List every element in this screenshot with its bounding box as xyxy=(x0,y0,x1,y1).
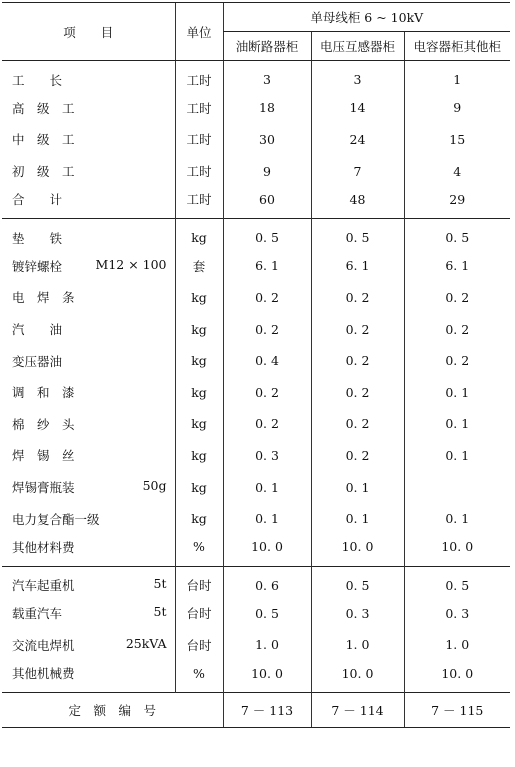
materials-name: 汽 油 xyxy=(12,322,63,338)
materials-value-1: 0. 5 xyxy=(223,218,311,250)
machines-value-3: 10. 0 xyxy=(404,661,510,693)
labor-name-cell xyxy=(2,124,175,156)
machines-value-1: 10. 0 xyxy=(223,661,311,693)
labor-name-cell xyxy=(2,61,175,93)
labor-row xyxy=(2,187,510,219)
materials-name: 棉 纱 头 xyxy=(12,416,75,432)
header-col-2: 电压互感器柜 xyxy=(311,32,404,61)
labor-name: 工 长 xyxy=(12,72,63,88)
footer-row xyxy=(2,692,510,727)
machines-row xyxy=(2,661,510,693)
labor-value-1: 30 xyxy=(223,124,311,156)
machines-value-3: 1. 0 xyxy=(404,629,510,661)
labor-value-3: 1 xyxy=(404,61,510,93)
materials-name-cell xyxy=(2,408,175,440)
machines-name-cell xyxy=(2,629,175,661)
materials-name: 其他材料费 xyxy=(12,539,75,555)
labor-value-2: 7 xyxy=(311,155,404,187)
labor-row xyxy=(2,155,510,187)
labor-value-2: 24 xyxy=(311,124,404,156)
labor-name: 高 级 工 xyxy=(12,100,75,116)
materials-value-1: 0. 2 xyxy=(223,282,311,314)
machines-spec: 25kVA xyxy=(125,635,167,651)
machines-value-2: 1. 0 xyxy=(311,629,404,661)
materials-value-3: 0. 1 xyxy=(404,440,510,472)
materials-name: 焊锡膏瓶装 xyxy=(12,480,75,496)
labor-name-cell xyxy=(2,155,175,187)
header-unit: 单位 xyxy=(175,3,223,61)
labor-value-1: 60 xyxy=(223,187,311,219)
quota-table xyxy=(2,2,510,728)
machines-name-cell xyxy=(2,598,175,630)
labor-row xyxy=(2,61,510,93)
machines-value-3: 0. 5 xyxy=(404,566,510,598)
machines-value-2: 10. 0 xyxy=(311,661,404,693)
materials-value-1: 6. 1 xyxy=(223,250,311,282)
labor-value-1: 18 xyxy=(223,92,311,124)
materials-value-2: 0. 1 xyxy=(311,503,404,535)
materials-value-2: 0. 2 xyxy=(311,440,404,472)
materials-value-1: 0. 2 xyxy=(223,408,311,440)
machines-spec: 5t xyxy=(153,604,167,620)
materials-value-3: 10. 0 xyxy=(404,534,510,566)
machines-value-1: 1. 0 xyxy=(223,629,311,661)
materials-name: 焊 锡 丝 xyxy=(12,448,75,464)
labor-value-3: 15 xyxy=(404,124,510,156)
quota-code-3: 7 － 115 xyxy=(404,692,510,727)
materials-value-1: 10. 0 xyxy=(223,534,311,566)
machines-name-cell xyxy=(2,566,175,598)
materials-value-1: 0. 1 xyxy=(223,503,311,535)
materials-name: 电力复合酯一级 xyxy=(12,511,100,527)
materials-name-cell xyxy=(2,282,175,314)
materials-value-3: 0. 5 xyxy=(404,218,510,250)
labor-name: 合 计 xyxy=(12,192,63,208)
labor-value-3: 4 xyxy=(404,155,510,187)
machines-name: 交流电焊机 xyxy=(12,637,75,653)
materials-row xyxy=(2,345,510,377)
machines-row xyxy=(2,566,510,598)
labor-value-1: 9 xyxy=(223,155,311,187)
materials-value-1: 0. 3 xyxy=(223,440,311,472)
labor-unit: 工时 xyxy=(175,92,223,124)
machines-name: 其他机械费 xyxy=(12,666,75,682)
header-col-1: 油断路器柜 xyxy=(223,32,311,61)
materials-name-cell xyxy=(2,218,175,250)
materials-value-2: 0. 2 xyxy=(311,376,404,408)
labor-unit: 工时 xyxy=(175,61,223,93)
materials-name-cell xyxy=(2,471,175,503)
machines-unit: 台时 xyxy=(175,598,223,630)
materials-value-1: 0. 4 xyxy=(223,345,311,377)
materials-name-cell xyxy=(2,503,175,535)
machines-spec: 5t xyxy=(153,576,167,592)
materials-value-3: 6. 1 xyxy=(404,250,510,282)
materials-unit: 套 xyxy=(175,250,223,282)
labor-unit: 工时 xyxy=(175,187,223,219)
machines-unit: 台时 xyxy=(175,566,223,598)
machines-unit: 台时 xyxy=(175,629,223,661)
materials-row xyxy=(2,218,510,250)
machines-row xyxy=(2,629,510,661)
materials-value-2: 0. 2 xyxy=(311,282,404,314)
machines-value-2: 0. 3 xyxy=(311,598,404,630)
materials-name: 镀锌螺栓 xyxy=(12,258,63,274)
materials-name-cell xyxy=(2,313,175,345)
materials-value-1: 0. 2 xyxy=(223,313,311,345)
machines-row xyxy=(2,598,510,630)
materials-value-3: 0. 2 xyxy=(404,313,510,345)
materials-name: 变压器油 xyxy=(12,353,63,369)
materials-unit: kg xyxy=(175,376,223,408)
materials-value-2: 10. 0 xyxy=(311,534,404,566)
materials-name-cell xyxy=(2,376,175,408)
materials-value-3: 0. 1 xyxy=(404,376,510,408)
materials-row xyxy=(2,313,510,345)
materials-name-cell xyxy=(2,534,175,566)
machines-value-3: 0. 3 xyxy=(404,598,510,630)
labor-value-2: 3 xyxy=(311,61,404,93)
materials-unit: kg xyxy=(175,313,223,345)
materials-row xyxy=(2,503,510,535)
materials-row xyxy=(2,376,510,408)
materials-value-2: 0. 2 xyxy=(311,408,404,440)
labor-value-2: 14 xyxy=(311,92,404,124)
materials-spec: 50g xyxy=(142,478,167,494)
materials-value-3 xyxy=(404,471,510,503)
labor-name-cell xyxy=(2,187,175,219)
labor-row xyxy=(2,92,510,124)
materials-row xyxy=(2,440,510,472)
materials-value-3: 0. 1 xyxy=(404,503,510,535)
header-row-1 xyxy=(2,3,510,32)
materials-row xyxy=(2,534,510,566)
header-col-3: 电容器柜其他柜 xyxy=(404,32,510,61)
labor-name-cell xyxy=(2,92,175,124)
labor-unit: 工时 xyxy=(175,155,223,187)
materials-value-3: 0. 2 xyxy=(404,282,510,314)
materials-name: 垫 铁 xyxy=(12,230,63,246)
materials-unit: kg xyxy=(175,345,223,377)
materials-name-cell xyxy=(2,345,175,377)
materials-value-2: 0. 1 xyxy=(311,471,404,503)
materials-spec: M12 × 100 xyxy=(95,256,167,272)
materials-name: 电 焊 条 xyxy=(12,290,75,306)
materials-unit: kg xyxy=(175,282,223,314)
labor-row xyxy=(2,124,510,156)
labor-value-2: 48 xyxy=(311,187,404,219)
materials-value-2: 0. 2 xyxy=(311,345,404,377)
materials-unit: % xyxy=(175,534,223,566)
materials-name-cell xyxy=(2,440,175,472)
machines-unit: % xyxy=(175,661,223,693)
quota-code-2: 7 － 114 xyxy=(311,692,404,727)
labor-value-3: 9 xyxy=(404,92,510,124)
labor-name: 初 级 工 xyxy=(12,164,75,180)
materials-row xyxy=(2,408,510,440)
footer-label: 定 额 编 号 xyxy=(2,692,223,727)
labor-name: 中 级 工 xyxy=(12,132,75,148)
materials-name: 调 和 漆 xyxy=(12,385,75,401)
materials-value-1: 0. 2 xyxy=(223,376,311,408)
materials-name-cell xyxy=(2,250,175,282)
materials-unit: kg xyxy=(175,218,223,250)
machines-value-1: 0. 5 xyxy=(223,598,311,630)
materials-value-1: 0. 1 xyxy=(223,471,311,503)
materials-unit: kg xyxy=(175,408,223,440)
header-group: 单母线柜 6 ~ 10kV xyxy=(223,3,510,32)
machines-name: 载重汽车 xyxy=(12,606,63,622)
materials-row xyxy=(2,282,510,314)
materials-row xyxy=(2,471,510,503)
materials-value-2: 0. 5 xyxy=(311,218,404,250)
machines-value-2: 0. 5 xyxy=(311,566,404,598)
materials-value-3: 0. 1 xyxy=(404,408,510,440)
materials-unit: kg xyxy=(175,471,223,503)
labor-value-1: 3 xyxy=(223,61,311,93)
materials-row xyxy=(2,250,510,282)
machines-name-cell xyxy=(2,661,175,693)
materials-value-2: 6. 1 xyxy=(311,250,404,282)
quota-code-1: 7 － 113 xyxy=(223,692,311,727)
header-item: 项 目 xyxy=(2,3,175,61)
materials-unit: kg xyxy=(175,440,223,472)
labor-value-3: 29 xyxy=(404,187,510,219)
machines-name: 汽车起重机 xyxy=(12,578,75,594)
labor-unit: 工时 xyxy=(175,124,223,156)
materials-unit: kg xyxy=(175,503,223,535)
machines-value-1: 0. 6 xyxy=(223,566,311,598)
materials-value-3: 0. 2 xyxy=(404,345,510,377)
materials-value-2: 0. 2 xyxy=(311,313,404,345)
